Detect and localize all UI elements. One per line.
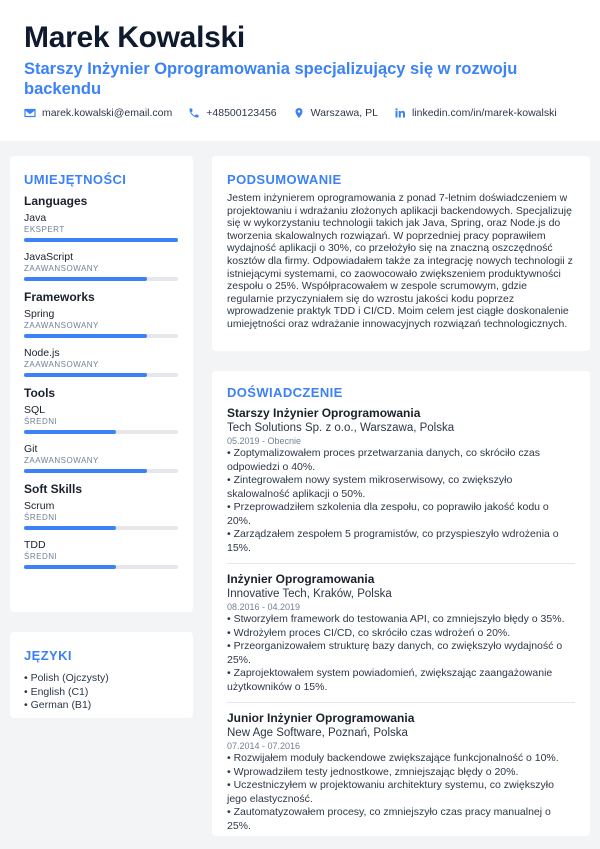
skill-level: ZAAWANSOWANY <box>24 321 99 330</box>
job-company: Tech Solutions Sp. z o.o., Warszawa, Polska <box>227 422 455 434</box>
skill-item <box>24 308 179 338</box>
skill-name: Spring <box>24 308 55 320</box>
skill-item <box>24 251 179 281</box>
job-bullet: • Wdrożyłem proces CI/CD, co skróciło czas wdrożeń o 20%. <box>227 626 511 639</box>
job-entry <box>227 572 575 694</box>
skill-item <box>24 500 179 530</box>
candidate-name: Marek Kowalski <box>24 21 245 54</box>
skill-bar <box>24 238 178 242</box>
skill-item <box>24 539 179 569</box>
skill-bar-fill <box>24 238 178 242</box>
skill-level: ŚREDNI <box>24 552 58 561</box>
job-bullet: • Rozwijałem moduły backendowe zwiększające funkcjonalność o 10%. <box>227 752 559 764</box>
job-dates: 07.2014 - 07.2016 <box>227 741 301 751</box>
skill-group-title: Tools <box>24 386 56 400</box>
email-text: marek.kowalski@email.com <box>42 107 173 119</box>
skill-name: TDD <box>24 539 46 551</box>
skill-bar <box>24 526 178 530</box>
languages-card <box>10 632 193 718</box>
contact-linkedin[interactable] <box>394 107 557 119</box>
skill-name: JavaScript <box>24 251 74 263</box>
skill-item <box>24 347 179 377</box>
job-bullet: • Przeprowadziłem szkolenia dla zespołu, co poprawiło jakość kodu o 20%. <box>227 501 549 527</box>
skill-level: EKSPERT <box>24 225 65 234</box>
skill-bar <box>24 334 178 338</box>
job-company: Innovative Tech, Kraków, Polska <box>227 588 392 600</box>
skill-group-title: Soft Skills <box>24 482 83 496</box>
skill-name: SQL <box>24 404 46 416</box>
summary-card <box>212 156 590 351</box>
job-dates: 05.2019 - Obecnie <box>227 436 302 446</box>
skill-bar-fill <box>24 277 147 281</box>
skills-title: UMIEJĘTNOŚCI <box>24 172 127 187</box>
skill-group <box>24 386 179 473</box>
skill-bar-fill <box>24 430 116 434</box>
experience-card <box>212 371 590 836</box>
contact-location <box>293 107 378 119</box>
jobs-list <box>227 406 575 833</box>
skill-bar-fill <box>24 334 147 338</box>
job-bullet: • Uczestniczyłem w projektowaniu architektury systemu, co zwiększyło jego elastyczność. <box>227 779 554 805</box>
skill-group <box>24 482 179 569</box>
location-text: Warszawa, PL <box>310 107 378 119</box>
linkedin-icon <box>394 107 406 119</box>
contact-bar <box>24 107 576 119</box>
contact-phone[interactable] <box>188 107 276 119</box>
skill-name: Java <box>24 212 47 224</box>
job-divider <box>227 702 575 703</box>
skill-group <box>24 194 179 281</box>
skill-bar-fill <box>24 469 147 473</box>
skill-name: Node.js <box>24 347 60 359</box>
headline: Starszy Inżynier Oprogramowania specjalizujący się w rozwoju backendu <box>24 60 518 98</box>
phone-text: +48500123456 <box>206 107 277 119</box>
skill-level: ZAAWANSOWANY <box>24 360 99 369</box>
job-bullet: • Przeorganizowałem strukturę bazy danych, co zwiększyło wydajność o 25%. <box>227 640 563 666</box>
skill-bar <box>24 469 178 473</box>
contact-email[interactable] <box>24 107 172 119</box>
skill-bar <box>24 373 178 377</box>
job-bullet: • Wprowadziłem testy jednostkowe, zmniejszając błędy o 20%. <box>227 765 519 778</box>
skill-name: Scrum <box>24 500 55 512</box>
skill-item <box>24 443 179 473</box>
skill-bar-fill <box>24 526 116 530</box>
job-title: Starszy Inżynier Oprogramowania <box>227 406 421 420</box>
skill-bar-fill <box>24 565 116 569</box>
phone-icon <box>188 107 200 119</box>
job-title: Inżynier Oprogramowania <box>227 572 375 586</box>
skill-bar <box>24 565 178 569</box>
job-bullet: • Zintegrowałem nowy system mikroserwisowy, co zwiększyło skalowalność aplikacji o 50%. <box>227 474 513 500</box>
summary-text: Jestem inżynierem oprogramowania z ponad 7-letnim doświadczeniem w projektowaniu i wdrażaniu złożonych aplikacji backendowych. Specjalizuję się w wykorzystaniu technologii takich jak Java, Spring, oraz Node.js do tworzenia skalowalnych rozwiązań. W poprzedniej pracy poprawiłem wydajność aplikacji o 30%, co przełożyło się na znaczną oszczędność kosztów dla firmy. Odpowiadałem także za integrację nowych technologii z istniejącymi systemami, co zaowocowało zwiększeniem produktywności zespołu o 25%. Współpracowałem w zespole scrumowym, gdzie regularnie przyczyniałem się do wzrostu jakości kodu poprzez wprowadzenie praktyk TDD i CI/CD. Moim celem jest ciągłe doskonalenie umiejętności oraz wdrażanie innowacyjnych rozwiązań technologicznych. <box>227 192 573 330</box>
skill-item <box>24 212 179 242</box>
skill-bar <box>24 277 178 281</box>
resume-header <box>0 0 600 141</box>
skill-group-title: Frameworks <box>24 290 95 304</box>
summary-title: PODSUMOWANIE <box>227 172 342 187</box>
job-bullet: • Zoptymalizowałem proces przetwarzania danych, co skróciło czas odpowiedzi o 40%. <box>227 447 540 473</box>
languages-list <box>24 672 179 713</box>
job-entry <box>227 406 575 555</box>
job-divider <box>227 563 575 564</box>
job-bullet: • Zarządzałem zespołem 5 programistów, co przyspieszyło wdrożenia o 15%. <box>227 528 559 554</box>
skill-item <box>24 404 179 434</box>
skill-level: ŚREDNI <box>24 417 58 426</box>
language-item: • English (C1) <box>24 685 89 698</box>
skill-level: ZAAWANSOWANY <box>24 456 99 465</box>
job-company: New Age Software, Poznań, Polska <box>227 727 408 739</box>
languages-title: JĘZYKI <box>24 648 72 663</box>
job-dates: 08.2016 - 04.2019 <box>227 602 301 612</box>
skill-bar-fill <box>24 373 147 377</box>
linkedin-text: linkedin.com/in/marek-kowalski <box>411 107 557 119</box>
job-title: Junior Inżynier Oprogramowania <box>227 711 415 725</box>
experience-title: DOŚWIADCZENIE <box>227 385 343 400</box>
skill-level: ZAAWANSOWANY <box>24 264 99 273</box>
envelope-icon <box>24 107 36 119</box>
job-bullet: • Stworzyłem framework do testowania API, co zmniejszyło błędy o 35%. <box>227 613 565 625</box>
skill-bar <box>24 430 178 434</box>
language-item: • Polish (Ojczysty) <box>24 672 109 684</box>
language-item: • German (B1) <box>24 699 92 711</box>
skill-group <box>24 290 179 377</box>
job-bullet: • Zaprojektowałem system powiadomień, zwiększając zaangażowanie użytkowników o 15%. <box>227 667 553 693</box>
job-bullet: • Zautomatyzowałem procesy, co zmniejszyło czas pracy manualnej o 25%. <box>227 806 551 832</box>
skill-group-title: Languages <box>24 194 88 208</box>
job-entry <box>227 711 575 833</box>
skills-groups <box>24 194 179 569</box>
skill-level: ŚREDNI <box>24 513 58 522</box>
skills-card <box>10 156 193 612</box>
skill-name: Git <box>24 443 38 455</box>
map-pin-icon <box>293 107 305 119</box>
